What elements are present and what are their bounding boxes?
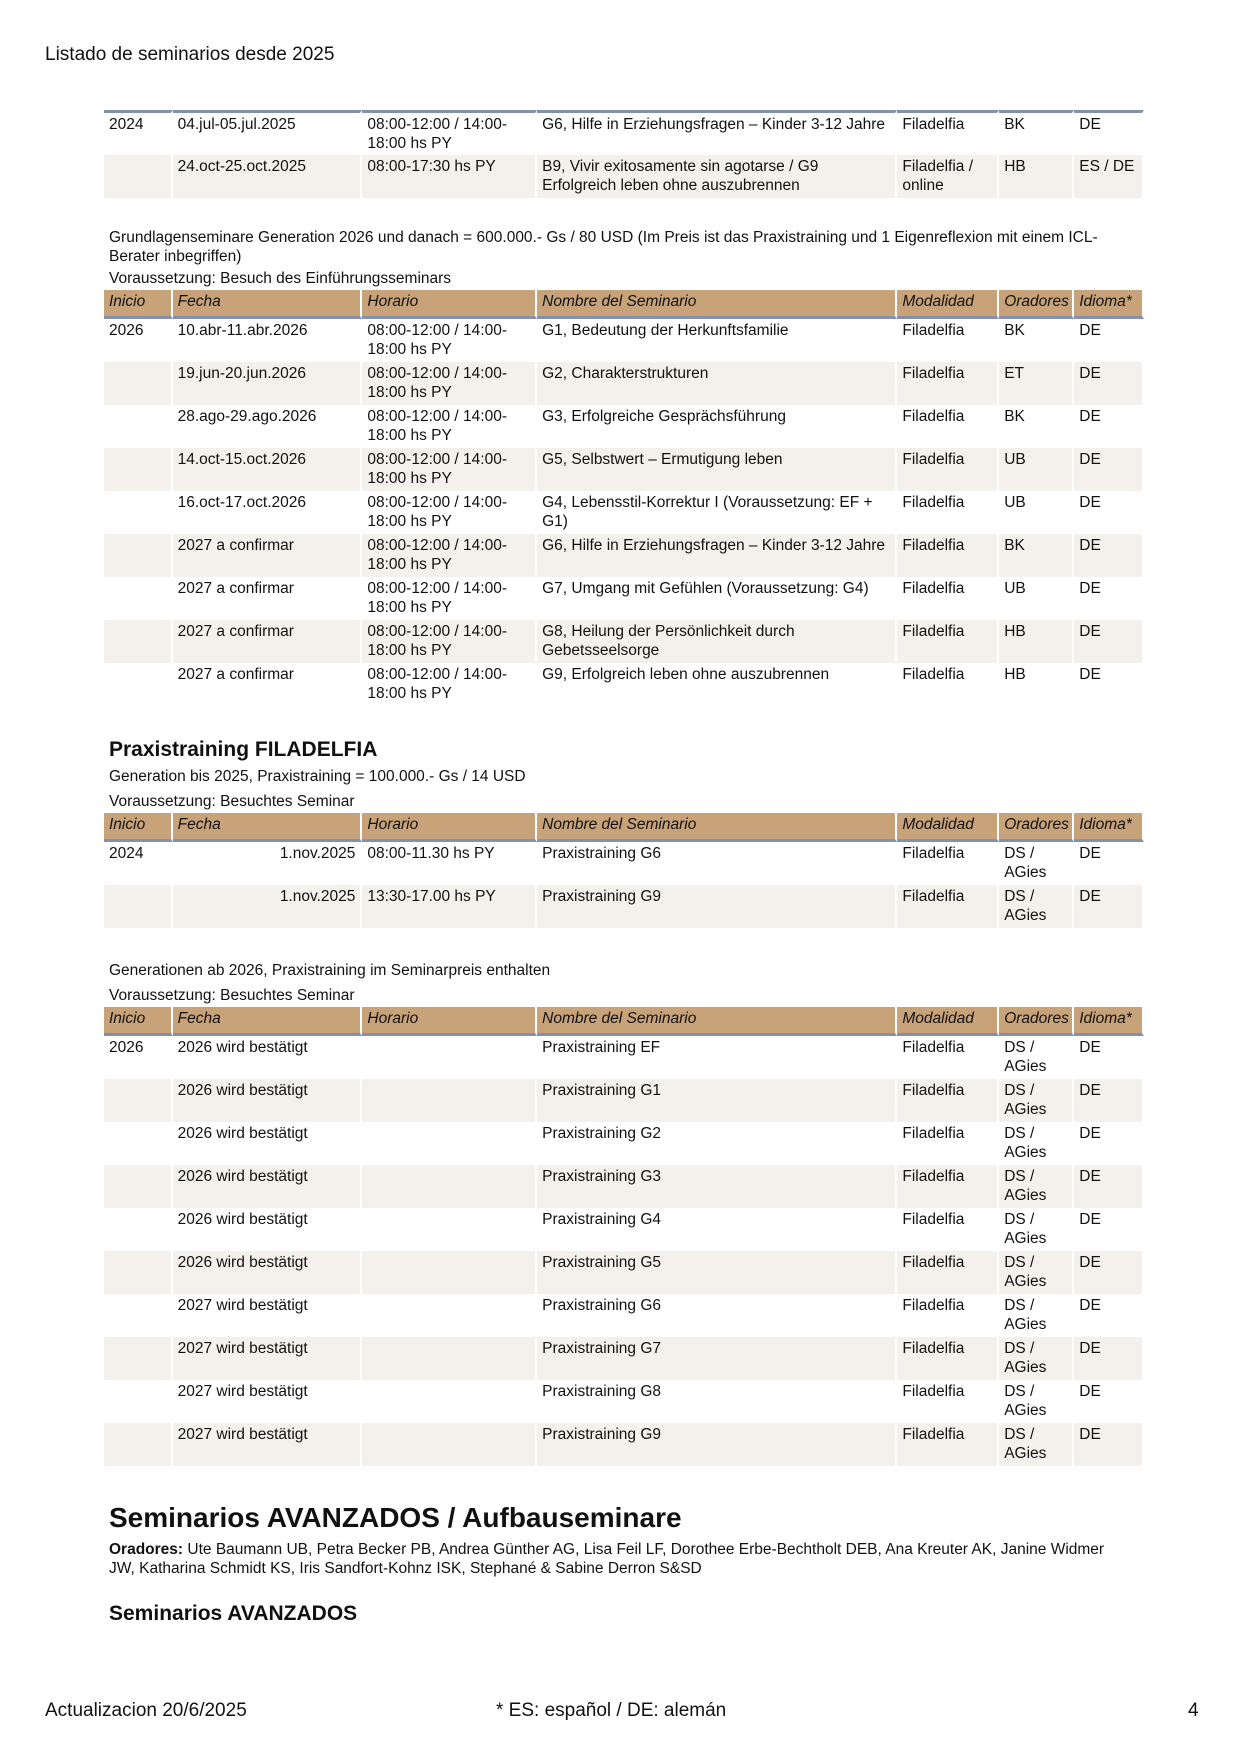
cell-oradores: HB: [999, 620, 1074, 663]
cell-inicio: 2026: [104, 319, 173, 362]
cell-oradores: UB: [999, 577, 1074, 620]
cell-horario: 08:00-11.30 hs PY: [362, 842, 537, 885]
praxis-intro: Generation bis 2025, Praxistraining = 100.000.- Gs / 14 USD: [109, 768, 526, 785]
cell-nombre: G6, Hilfe in Erziehungsfragen – Kinder 3-12 Jahre: [537, 534, 897, 577]
cell-inicio: [104, 1423, 173, 1466]
cell-inicio: [104, 362, 173, 405]
praxis-section: [104, 738, 1144, 928]
column-header: Modalidad: [897, 1007, 999, 1036]
cell-horario: [362, 1251, 537, 1294]
cell-fecha: 2027 a confirmar: [173, 663, 363, 706]
cell-fecha: 2027 wird bestätigt: [173, 1337, 363, 1380]
table-row: [104, 491, 1144, 534]
praxis2026-intro: Generationen ab 2026, Praxistraining im Seminarpreis enthalten: [109, 962, 551, 979]
cell-oradores: DS / AGies: [999, 885, 1074, 928]
cell-idioma: DE: [1074, 448, 1144, 491]
cell-idioma: DE: [1074, 1165, 1144, 1208]
cell-horario: 08:00-12:00 / 14:00-18:00 hs PY: [362, 405, 537, 448]
cell-modalidad: Filadelfia: [897, 1423, 999, 1466]
column-header: Fecha: [173, 813, 363, 842]
column-header: Idioma*: [1074, 813, 1144, 842]
cell-nombre: G3, Erfolgreiche Gesprächsführung: [537, 405, 897, 448]
cell-inicio: [104, 1251, 173, 1294]
praxis2026-prereq: Voraussetzung: Besuchtes Seminar: [109, 987, 355, 1004]
grundlagen-section: [104, 228, 1144, 706]
cell-horario: 08:00-12:00 / 14:00-18:00 hs PY: [362, 577, 537, 620]
cell-oradores: BK: [999, 534, 1074, 577]
seminar-table-continuation: [104, 110, 1144, 198]
cell-modalidad: Filadelfia: [897, 534, 999, 577]
footer-update-date: Actualizacion 20/6/2025: [45, 1700, 247, 1721]
cell-modalidad: Filadelfia: [897, 1208, 999, 1251]
table-row: [104, 1294, 1144, 1337]
cell-fecha: 2027 wird bestätigt: [173, 1423, 363, 1466]
cell-fecha: 1.nov.2025: [173, 842, 363, 885]
cell-idioma: DE: [1074, 362, 1144, 405]
praxis2026-section: [104, 961, 1144, 1466]
cell-idioma: ES / DE: [1074, 155, 1144, 198]
table-row: [104, 620, 1144, 663]
cell-horario: [362, 1208, 537, 1251]
cell-inicio: [104, 620, 173, 663]
table-row: [104, 1122, 1144, 1165]
table-header-row: [104, 813, 1144, 842]
cell-horario: 08:00-17:30 hs PY: [362, 155, 537, 198]
table-row: [104, 1208, 1144, 1251]
cell-modalidad: Filadelfia / online: [897, 155, 999, 198]
cell-nombre: Praxistraining G9: [537, 1423, 897, 1466]
cell-oradores: HB: [999, 663, 1074, 706]
cell-modalidad: Filadelfia: [897, 1251, 999, 1294]
table-row: [104, 319, 1144, 362]
table-row: [104, 1380, 1144, 1423]
cell-nombre: Praxistraining G4: [537, 1208, 897, 1251]
cell-inicio: [104, 1380, 173, 1423]
cell-oradores: DS / AGies: [999, 842, 1074, 885]
cell-fecha: 04.jul-05.jul.2025: [173, 110, 363, 155]
praxis-prereq: Voraussetzung: Besuchtes Seminar: [109, 793, 355, 810]
continuation-section: [104, 110, 1144, 198]
cell-modalidad: Filadelfia: [897, 405, 999, 448]
cell-oradores: DS / AGies: [999, 1122, 1074, 1165]
cell-inicio: [104, 1337, 173, 1380]
table-row: [104, 577, 1144, 620]
cell-fecha: 2026 wird bestätigt: [173, 1208, 363, 1251]
column-header: Inicio: [104, 1007, 173, 1036]
column-header: Modalidad: [897, 813, 999, 842]
cell-idioma: DE: [1074, 319, 1144, 362]
cell-fecha: 2026 wird bestätigt: [173, 1251, 363, 1294]
table-row: [104, 155, 1144, 198]
footer-page-number: 4: [1188, 1700, 1199, 1721]
cell-nombre: G4, Lebensstil-Korrektur I (Voraussetzung: EF + G1): [537, 491, 897, 534]
cell-oradores: DS / AGies: [999, 1165, 1074, 1208]
cell-idioma: DE: [1074, 663, 1144, 706]
table-row: [104, 885, 1144, 928]
cell-oradores: BK: [999, 405, 1074, 448]
cell-modalidad: Filadelfia: [897, 362, 999, 405]
column-header: Nombre del Seminario: [537, 1007, 897, 1036]
table-row: [104, 1337, 1144, 1380]
cell-oradores: ET: [999, 362, 1074, 405]
table-header-row: [104, 1007, 1144, 1036]
cell-idioma: DE: [1074, 1122, 1144, 1165]
cell-idioma: DE: [1074, 405, 1144, 448]
avanzados-subheading: Seminarios AVANZADOS: [109, 1602, 358, 1625]
cell-nombre: Praxistraining G6: [537, 842, 897, 885]
cell-modalidad: Filadelfia: [897, 1380, 999, 1423]
cell-inicio: 2024: [104, 842, 173, 885]
cell-idioma: DE: [1074, 620, 1144, 663]
cell-inicio: [104, 534, 173, 577]
cell-nombre: Praxistraining G5: [537, 1251, 897, 1294]
cell-modalidad: Filadelfia: [897, 1294, 999, 1337]
cell-oradores: UB: [999, 491, 1074, 534]
table-row: [104, 1423, 1144, 1466]
cell-oradores: DS / AGies: [999, 1251, 1074, 1294]
cell-idioma: DE: [1074, 534, 1144, 577]
cell-nombre: G9, Erfolgreich leben ohne auszubrennen: [537, 663, 897, 706]
cell-horario: [362, 1079, 537, 1122]
cell-modalidad: Filadelfia: [897, 885, 999, 928]
cell-idioma: DE: [1074, 1079, 1144, 1122]
cell-fecha: 10.abr-11.abr.2026: [173, 319, 363, 362]
column-header: Modalidad: [897, 290, 999, 319]
cell-oradores: DS / AGies: [999, 1423, 1074, 1466]
cell-inicio: [104, 405, 173, 448]
column-header: Idioma*: [1074, 290, 1144, 319]
cell-horario: [362, 1165, 537, 1208]
cell-fecha: 2027 a confirmar: [173, 620, 363, 663]
cell-fecha: 19.jun-20.jun.2026: [173, 362, 363, 405]
oradores-label: Oradores:: [109, 1541, 184, 1558]
cell-nombre: Praxistraining G3: [537, 1165, 897, 1208]
cell-horario: [362, 1423, 537, 1466]
cell-nombre: G2, Charakterstrukturen: [537, 362, 897, 405]
cell-idioma: DE: [1074, 842, 1144, 885]
cell-inicio: [104, 491, 173, 534]
table-row: [104, 1079, 1144, 1122]
cell-fecha: 24.oct-25.oct.2025: [173, 155, 363, 198]
cell-fecha: 2026 wird bestätigt: [173, 1036, 363, 1079]
cell-modalidad: Filadelfia: [897, 1079, 999, 1122]
cell-modalidad: Filadelfia: [897, 448, 999, 491]
cell-modalidad: Filadelfia: [897, 663, 999, 706]
cell-idioma: DE: [1074, 110, 1144, 155]
cell-horario: 08:00-12:00 / 14:00-18:00 hs PY: [362, 448, 537, 491]
cell-inicio: 2026: [104, 1036, 173, 1079]
cell-inicio: [104, 885, 173, 928]
cell-oradores: DS / AGies: [999, 1036, 1074, 1079]
cell-idioma: DE: [1074, 1337, 1144, 1380]
cell-nombre: G6, Hilfe in Erziehungsfragen – Kinder 3-12 Jahre: [537, 110, 897, 155]
cell-idioma: DE: [1074, 1251, 1144, 1294]
cell-oradores: DS / AGies: [999, 1079, 1074, 1122]
cell-modalidad: Filadelfia: [897, 1036, 999, 1079]
cell-nombre: G7, Umgang mit Gefühlen (Voraussetzung: G4): [537, 577, 897, 620]
cell-idioma: DE: [1074, 491, 1144, 534]
grundlagen-intro: Grundlagenseminare Generation 2026 und danach = 600.000.- Gs / 80 USD (Im Preis ist das Praxistraining und 1 Eigenreflexion mit einem ICL-Berater inbegriffen): [109, 229, 1098, 265]
cell-nombre: Praxistraining G6: [537, 1294, 897, 1337]
cell-nombre: Praxistraining G2: [537, 1122, 897, 1165]
cell-oradores: BK: [999, 110, 1074, 155]
cell-inicio: [104, 1122, 173, 1165]
footer-language-legend: * ES: español / DE: alemán: [496, 1700, 727, 1721]
cell-modalidad: Filadelfia: [897, 1337, 999, 1380]
column-header: Idioma*: [1074, 1007, 1144, 1036]
column-header: Fecha: [173, 290, 363, 319]
cell-oradores: UB: [999, 448, 1074, 491]
cell-idioma: DE: [1074, 577, 1144, 620]
column-header: Horario: [362, 813, 537, 842]
avanzados-section: [104, 1502, 1144, 1626]
cell-oradores: BK: [999, 319, 1074, 362]
seminar-table-praxis2026: [104, 1007, 1144, 1466]
table-header-row: [104, 290, 1144, 319]
cell-modalidad: Filadelfia: [897, 491, 999, 534]
column-header: Horario: [362, 290, 537, 319]
cell-nombre: Praxistraining G1: [537, 1079, 897, 1122]
cell-horario: [362, 1380, 537, 1423]
cell-horario: 13:30-17.00 hs PY: [362, 885, 537, 928]
table-row: [104, 448, 1144, 491]
cell-inicio: [104, 577, 173, 620]
table-row: [104, 362, 1144, 405]
table-row: [104, 1251, 1144, 1294]
cell-inicio: [104, 1294, 173, 1337]
cell-inicio: [104, 1165, 173, 1208]
table-row: [104, 663, 1144, 706]
cell-idioma: DE: [1074, 1036, 1144, 1079]
cell-horario: [362, 1337, 537, 1380]
cell-idioma: DE: [1074, 1294, 1144, 1337]
seminar-table-praxis: [104, 813, 1144, 928]
cell-idioma: DE: [1074, 1380, 1144, 1423]
cell-idioma: DE: [1074, 885, 1144, 928]
cell-fecha: 2026 wird bestätigt: [173, 1122, 363, 1165]
cell-inicio: [104, 448, 173, 491]
cell-oradores: DS / AGies: [999, 1294, 1074, 1337]
cell-oradores: HB: [999, 155, 1074, 198]
column-header: Nombre del Seminario: [537, 813, 897, 842]
cell-horario: 08:00-12:00 / 14:00-18:00 hs PY: [362, 362, 537, 405]
cell-oradores: DS / AGies: [999, 1380, 1074, 1423]
cell-fecha: 2027 a confirmar: [173, 577, 363, 620]
cell-idioma: DE: [1074, 1423, 1144, 1466]
table-row: [104, 1036, 1144, 1079]
cell-horario: 08:00-12:00 / 14:00-18:00 hs PY: [362, 491, 537, 534]
page-header: Listado de seminarios desde 2025: [45, 44, 335, 65]
cell-horario: 08:00-12:00 / 14:00-18:00 hs PY: [362, 110, 537, 155]
table-row: [104, 534, 1144, 577]
cell-fecha: 2027 wird bestätigt: [173, 1380, 363, 1423]
cell-modalidad: Filadelfia: [897, 319, 999, 362]
cell-nombre: G1, Bedeutung der Herkunftsfamilie: [537, 319, 897, 362]
table-row: [104, 842, 1144, 885]
cell-inicio: [104, 155, 173, 198]
avanzados-oradores: [104, 1540, 1109, 1578]
cell-fecha: 2027 a confirmar: [173, 534, 363, 577]
cell-horario: [362, 1122, 537, 1165]
cell-nombre: Praxistraining G7: [537, 1337, 897, 1380]
cell-fecha: 2026 wird bestätigt: [173, 1079, 363, 1122]
column-header: Inicio: [104, 290, 173, 319]
cell-inicio: [104, 663, 173, 706]
cell-modalidad: Filadelfia: [897, 1165, 999, 1208]
column-header: Fecha: [173, 1007, 363, 1036]
cell-modalidad: Filadelfia: [897, 1122, 999, 1165]
cell-nombre: B9, Vivir exitosamente sin agotarse / G9 Erfolgreich leben ohne auszubrennen: [537, 155, 897, 198]
cell-horario: 08:00-12:00 / 14:00-18:00 hs PY: [362, 620, 537, 663]
cell-inicio: [104, 1208, 173, 1251]
column-header: Horario: [362, 1007, 537, 1036]
column-header: Oradores: [999, 290, 1074, 319]
cell-oradores: DS / AGies: [999, 1208, 1074, 1251]
cell-modalidad: Filadelfia: [897, 620, 999, 663]
cell-horario: 08:00-12:00 / 14:00-18:00 hs PY: [362, 534, 537, 577]
cell-fecha: 2027 wird bestätigt: [173, 1294, 363, 1337]
cell-modalidad: Filadelfia: [897, 842, 999, 885]
cell-horario: 08:00-12:00 / 14:00-18:00 hs PY: [362, 319, 537, 362]
cell-inicio: [104, 1079, 173, 1122]
cell-fecha: 28.ago-29.ago.2026: [173, 405, 363, 448]
cell-oradores: DS / AGies: [999, 1337, 1074, 1380]
column-header: Inicio: [104, 813, 173, 842]
grundlagen-prereq: Voraussetzung: Besuch des Einführungsseminars: [109, 270, 452, 287]
oradores-list: Ute Baumann UB, Petra Becker PB, Andrea Günther AG, Lisa Feil LF, Dorothee Erbe-Bechtholt DEB, Ana Kreuter AK, Janine Widmer JW, Katharina Schmidt KS, Iris Sandfort-Kohnz ISK, Stephané & Sabine Derron S&SD: [109, 1541, 1105, 1577]
cell-idioma: DE: [1074, 1208, 1144, 1251]
cell-nombre: G5, Selbstwert – Ermutigung leben: [537, 448, 897, 491]
seminar-table-grundlagen: [104, 290, 1144, 706]
cell-horario: 08:00-12:00 / 14:00-18:00 hs PY: [362, 663, 537, 706]
praxis-heading: Praxistraining FILADELFIA: [109, 738, 378, 761]
column-header: Nombre del Seminario: [537, 290, 897, 319]
table-row: [104, 405, 1144, 448]
cell-fecha: 14.oct-15.oct.2026: [173, 448, 363, 491]
column-header: Oradores: [999, 1007, 1074, 1036]
cell-nombre: Praxistraining EF: [537, 1036, 897, 1079]
cell-inicio: 2024: [104, 110, 173, 155]
cell-fecha: 2026 wird bestätigt: [173, 1165, 363, 1208]
cell-fecha: 1.nov.2025: [173, 885, 363, 928]
avanzados-heading: Seminarios AVANZADOS / Aufbauseminare: [109, 1502, 682, 1533]
table-row: [104, 110, 1144, 155]
table-row: [104, 1165, 1144, 1208]
cell-fecha: 16.oct-17.oct.2026: [173, 491, 363, 534]
column-header: Oradores: [999, 813, 1074, 842]
cell-nombre: Praxistraining G8: [537, 1380, 897, 1423]
cell-nombre: G8, Heilung der Persönlichkeit durch Gebetsseelsorge: [537, 620, 897, 663]
cell-modalidad: Filadelfia: [897, 110, 999, 155]
cell-horario: [362, 1036, 537, 1079]
cell-horario: [362, 1294, 537, 1337]
cell-nombre: Praxistraining G9: [537, 885, 897, 928]
cell-modalidad: Filadelfia: [897, 577, 999, 620]
